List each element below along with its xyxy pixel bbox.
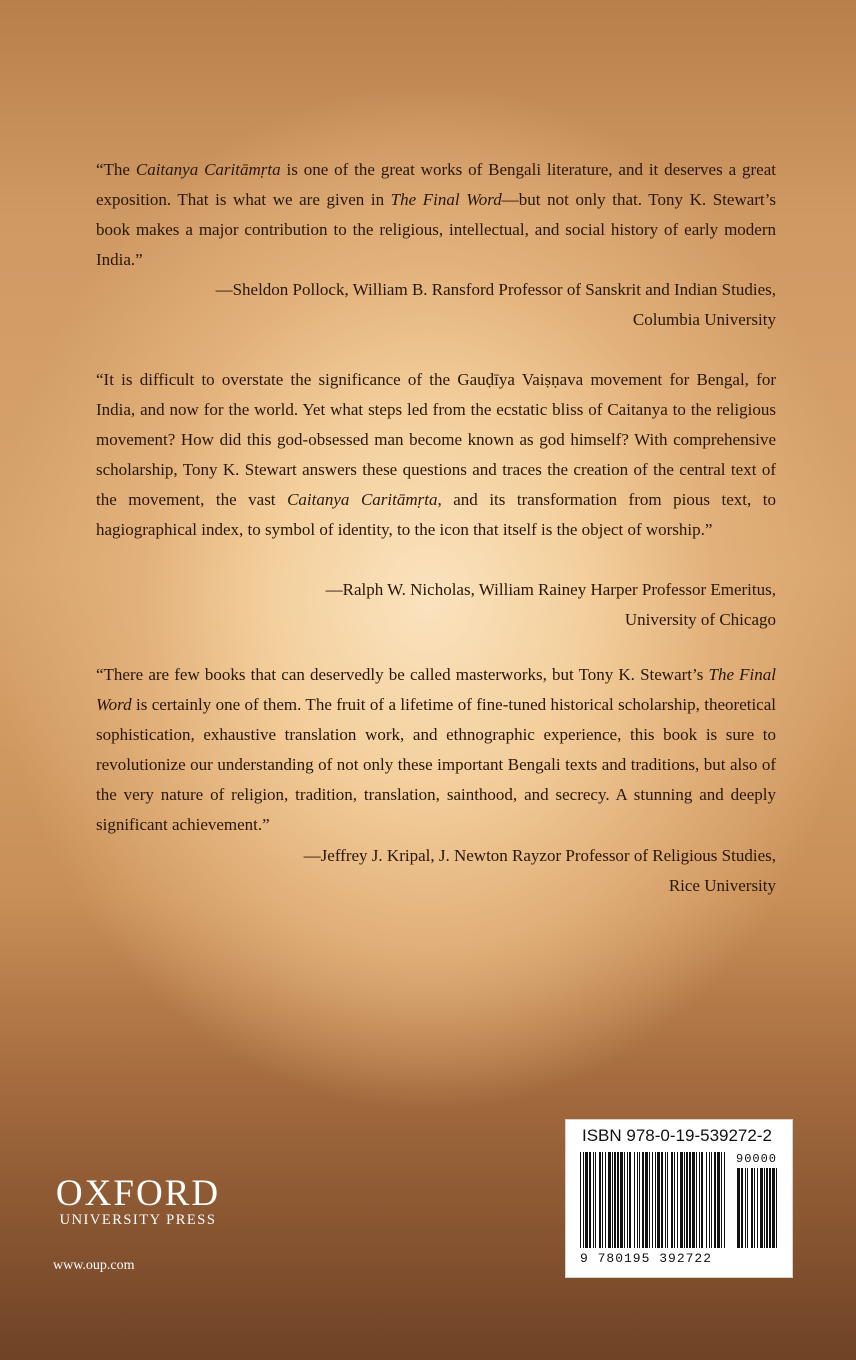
barcode-bar [692, 1152, 695, 1248]
barcode-addon-bar [747, 1168, 748, 1248]
barcode-bar [593, 1152, 594, 1248]
barcode-bar [585, 1152, 588, 1248]
barcode-bar [686, 1152, 688, 1248]
publisher-name: OXFORD [55, 1173, 221, 1214]
barcode-bar [649, 1152, 650, 1248]
barcode-bar [714, 1152, 716, 1248]
attribution-institution: University of Chicago [624, 610, 776, 629]
quote-text: is one of the great works of Bengali literature, and it deserves a great exposition. That is what we are given in [96, 160, 776, 209]
quote-text: is certainly one of them. The fruit of a lifetime of fine-tuned historical scholarship, theoretical sophistication, exhaustive translation work, and ethnographic experience, this book is sure to revolutionize our understanding of not only these important Bengali texts and traditions, but also of the very nature of religion, tradition, translation, sainthood, and secrecy. A stunning and deeply significant achievement.” [96, 695, 776, 834]
barcode-bar [680, 1152, 683, 1248]
barcode-addon-bar [760, 1168, 763, 1248]
barcode-bar [699, 1152, 700, 1248]
barcode-bar [589, 1152, 591, 1248]
barcode-bar [645, 1152, 648, 1248]
barcode-bar [671, 1152, 673, 1248]
barcode-bar [655, 1152, 656, 1248]
barcode-bar [665, 1152, 666, 1248]
barcode-bar [657, 1152, 660, 1248]
barcode-bar [602, 1152, 603, 1248]
barcode-bar [612, 1152, 613, 1248]
barcode-addon-bar [745, 1168, 746, 1248]
book-title-italic: The Final Word [390, 190, 502, 209]
attribution-kripal [86, 841, 776, 901]
barcode-bar [696, 1152, 697, 1248]
attribution-name: —Ralph W. Nicholas, William Rainey Harper Professor Emeritus, [325, 580, 776, 599]
barcode-digits: 9 780195 392722 [580, 1251, 713, 1266]
barcode-bar [667, 1152, 668, 1248]
barcode-bar [599, 1152, 601, 1248]
barcode-bar [701, 1152, 703, 1248]
barcode-addon-bar [772, 1168, 775, 1248]
barcode-bar [674, 1152, 675, 1248]
publisher-logo [53, 1174, 223, 1229]
barcode-bar [620, 1152, 623, 1248]
barcode-bar [608, 1152, 611, 1248]
attribution-name: —Sheldon Pollock, William B. Ransford Professor of Sanskrit and Indian Studies, [215, 280, 776, 299]
barcode-addon-bar [769, 1168, 771, 1248]
barcode-addon-bar [766, 1168, 768, 1248]
quote-nicholas [96, 365, 776, 545]
barcode-addon-bar [754, 1168, 755, 1248]
barcode-bar [629, 1152, 631, 1248]
barcode-bar [721, 1152, 722, 1248]
barcode-bar [711, 1152, 712, 1248]
barcode-bar [595, 1152, 596, 1248]
quote-pollock [96, 155, 776, 275]
barcode-bar [627, 1152, 628, 1248]
isbn-barcode [565, 1119, 793, 1278]
barcode-addon-bar [776, 1168, 777, 1248]
quote-text: “It is difficult to overstate the significance of the Gauḍīya Vaiṣṇava movement for Bengal, for India, and now for the world. Yet what steps led from the ecstatic bliss of Caitanya to the religious movement? How did this god-obsessed man become known as god himself? With comprehensive scholarship, Tony K. Stewart answers these questions and traces the creation of the central text of the movement, the vast [96, 370, 776, 509]
book-title-italic: Caitanya Caritāmṛta [287, 490, 438, 509]
book-title-italic: Caitanya Caritāmṛta [135, 160, 281, 179]
quote-kripal [96, 660, 776, 840]
barcode-bar [639, 1152, 640, 1248]
barcode-bar [661, 1152, 663, 1248]
barcode-bar [617, 1152, 619, 1248]
barcode-bar [605, 1152, 606, 1248]
quote-text: —but not only that. Tony K. Stewart’s book makes a major contribution to the religious, intellectual, and social history of early modern India.” [96, 190, 776, 269]
barcode-bar [652, 1152, 653, 1248]
attribution-name: —Jeffrey J. Kripal, J. Newton Rayzor Professor of Religious Studies, [303, 846, 776, 865]
barcode-addon-bar [741, 1168, 743, 1248]
barcode-addon-bar [764, 1168, 765, 1248]
barcode-bar [724, 1152, 725, 1248]
isbn-label: ISBN 978-0-19-539272-2 [582, 1126, 772, 1145]
barcode-bar [677, 1152, 678, 1248]
attribution-institution: Rice University [668, 876, 776, 895]
publisher-website: www.oup.com [53, 1258, 135, 1273]
barcode-addon-bar [751, 1168, 753, 1248]
barcode-bar [637, 1152, 638, 1248]
attribution-nicholas [86, 575, 776, 635]
book-title-italic: The Final Word [96, 665, 776, 714]
barcode-bar [614, 1152, 616, 1248]
barcode-bar [624, 1152, 625, 1248]
barcode-bar [580, 1152, 581, 1248]
barcode-bar [642, 1152, 644, 1248]
publisher-subtitle: UNIVERSITY PRESS [59, 1212, 217, 1228]
barcode-bar [706, 1152, 707, 1248]
barcode-bar [709, 1152, 710, 1248]
barcode-bar [689, 1152, 691, 1248]
attribution-institution: Columbia University [632, 310, 776, 329]
barcode-addon-bar [757, 1168, 758, 1248]
barcode-addon-bar [737, 1168, 740, 1248]
barcode-bar [717, 1152, 720, 1248]
quote-text: , and its transformation from pious text, to hagiographical index, to symbol of identity, to the icon that itself is the object of worship.” [96, 490, 776, 539]
barcode-bar [634, 1152, 635, 1248]
barcode-bar [684, 1152, 685, 1248]
barcode-bar [583, 1152, 584, 1248]
barcode-addon-digits: 90000 [736, 1152, 778, 1166]
attribution-pollock [86, 275, 776, 335]
quote-text: “The [96, 160, 136, 179]
quote-text: “There are few books that can deservedly be called masterworks, but Tony K. Stewart’s [96, 665, 709, 684]
